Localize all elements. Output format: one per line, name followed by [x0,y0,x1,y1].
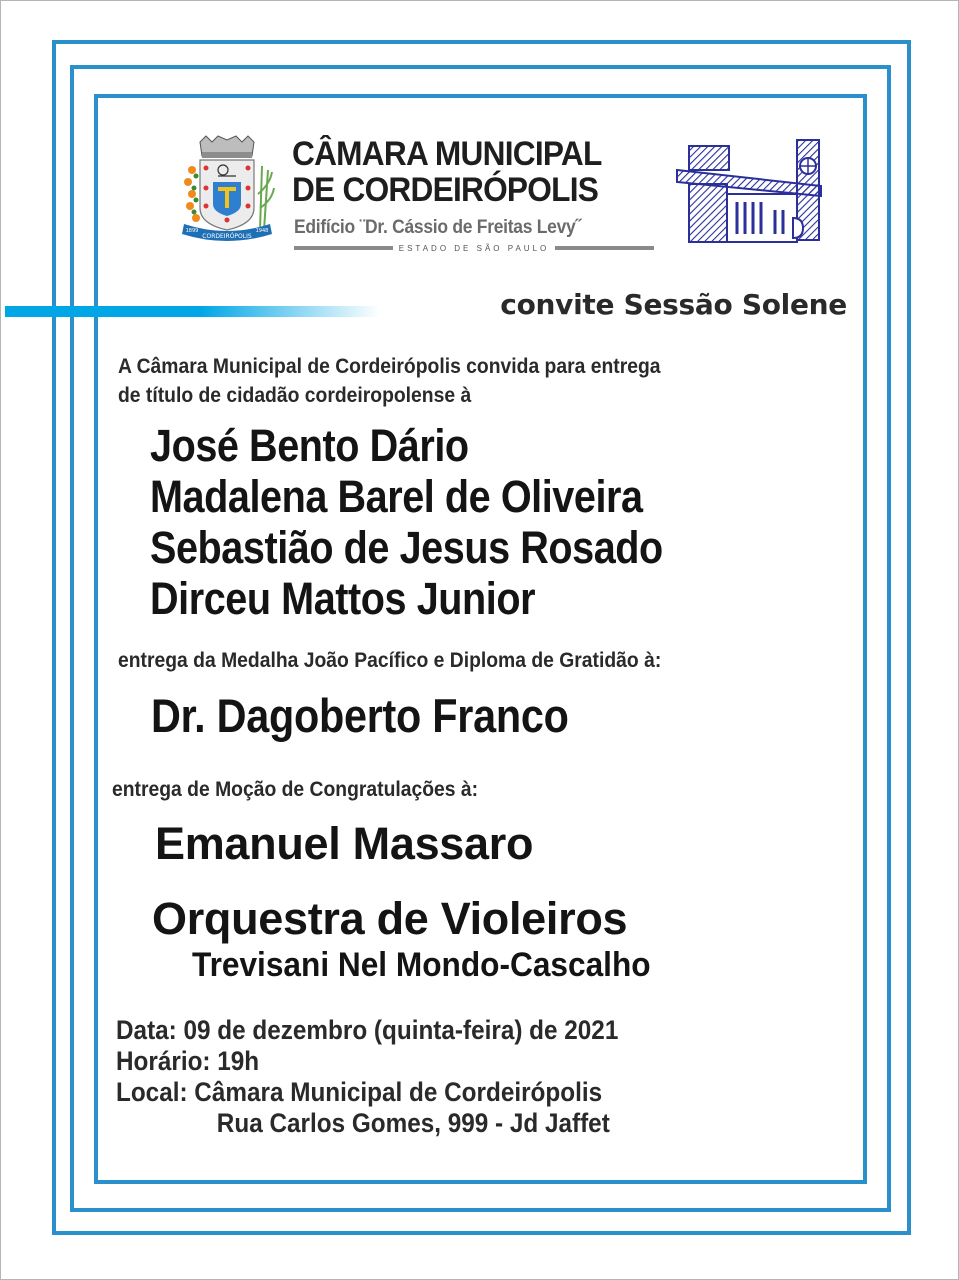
invite-title: convite Sessão Solene [500,288,847,321]
coat-of-arms-icon [178,134,276,246]
honoree-name: Dirceu Mattos Junior [150,573,536,624]
divider-left [294,246,393,250]
org-title-line1: CÂMARA MUNICIPAL [292,135,602,173]
org-title-line2: DE CORDEIRÓPOLIS [292,171,599,209]
honoree-name: José Bento Dário [150,420,469,471]
state-label: ESTADO DE SÃO PAULO [398,243,550,253]
mocao-recipient: Orquestra de Violeiros [152,893,628,944]
event-place: Local: Câmara Municipal de Cordeirópolis [116,1077,603,1107]
divider-right [555,246,654,250]
event-address: Rua Carlos Gomes, 999 - Jd Jaffet [216,1108,610,1138]
state-row [294,242,654,254]
honoree-name: Madalena Barel de Oliveira [150,471,643,522]
honorees-list [150,420,733,624]
svg-text:1948: 1948 [255,228,269,234]
mocao-recipient-subtitle: Trevisani Nel Mondo-Cascalho [192,946,651,984]
mocao-recipient: Emanuel Massaro [155,818,534,869]
intro-line-2: de título de cidadão cordeiropolense à [118,384,472,407]
accent-bar [5,306,380,317]
honoree-name: Sebastião de Jesus Rosado [150,522,663,573]
mocao-label: entrega de Moção de Congratulações à: [112,778,479,801]
intro-line-1: A Câmara Municipal de Cordeirópolis convida para entrega [118,355,661,378]
event-time: Horário: 19h [116,1046,260,1076]
event-details [116,1015,674,1139]
medal-label: entrega da Medalha João Pacífico e Diploma de Gratidão à: [118,649,662,672]
medal-recipient: Dr. Dagoberto Franco [151,689,569,742]
building-name: Edifício ¨Dr. Cássio de Freitas Levy˝ [294,217,582,238]
org-title [292,136,602,208]
svg-text:1899: 1899 [185,228,199,234]
event-date: Data: 09 de dezembro (quinta-feira) de 2021 [116,1015,619,1045]
svg-text:CORDEIRÓPOLIS: CORDEIRÓPOLIS [202,233,252,240]
building-sketch-icon [675,136,825,246]
intro-text [118,352,661,410]
